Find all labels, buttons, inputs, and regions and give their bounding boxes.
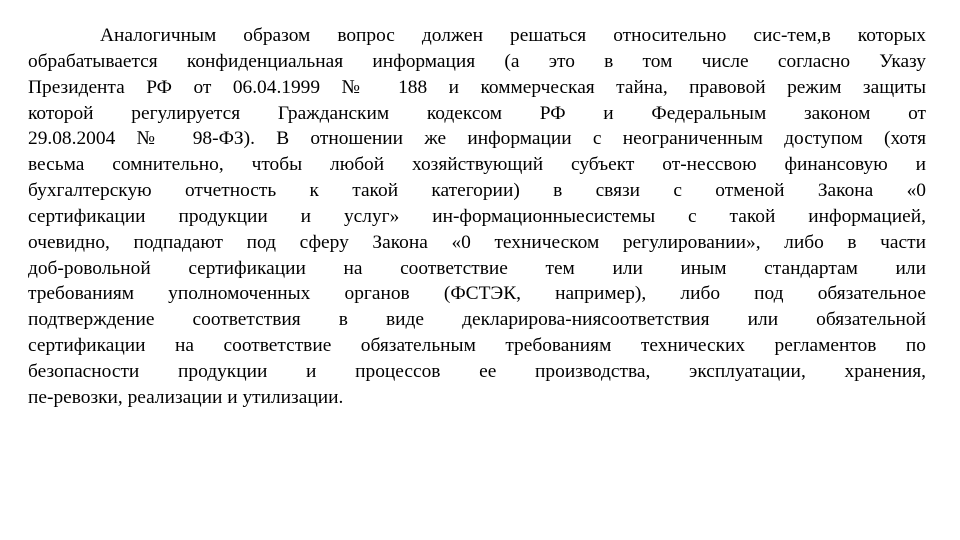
text-line: Аналогичным образом вопрос должен решаться относительно сис-тем,в которых [100, 25, 926, 46]
body-paragraph [28, 23, 926, 411]
text-line: которой регулируется Гражданским кодексом РФ и Федеральным законом от [28, 102, 926, 124]
text-line: Президента РФ от 06.04.1999 № 188 и коммерческая тайна, правовой режим защиты [28, 76, 926, 98]
text-line: весьма сомнительно, чтобы любой хозяйствующий субъект от-нессвою финансовую и [28, 154, 926, 176]
text-line: требованиям уполномоченных органов (ФСТЭК, например), либо под обязательное [28, 283, 926, 305]
text-line: доб-ровольной сертификации на соответствие тем или иным стандартам или [28, 257, 926, 279]
text-line: 29.08.2004 № 98-ФЗ). В отношении же информации с неограниченным доступом (хотя [28, 128, 926, 150]
text-line: безопасности продукции и процессов ее производства, эксплуатации, хранения, [28, 360, 926, 382]
text-line: сертификации на соответствие обязательным требованиям технических регламентов по [28, 335, 926, 357]
text-line: очевидно, подпадают под сферу Закона «0 техническом регулировании», либо в части [28, 231, 926, 253]
text-line: обрабатывается конфиденциальная информация (а это в том числе согласно Указу [28, 50, 926, 72]
text-line: пе-ревозки, реализации и утилизации. [28, 386, 344, 408]
text-line: бухгалтерскую отчетность к такой категории) в связи с отменой Закона «0 [28, 180, 926, 202]
text-line: подтверждение соответствия в виде декларирова-ниясоответствия или обязательной [28, 309, 926, 331]
text-line: сертификации продукции и услуг» ин-формационныесистемы с такой информацией, [28, 205, 926, 227]
